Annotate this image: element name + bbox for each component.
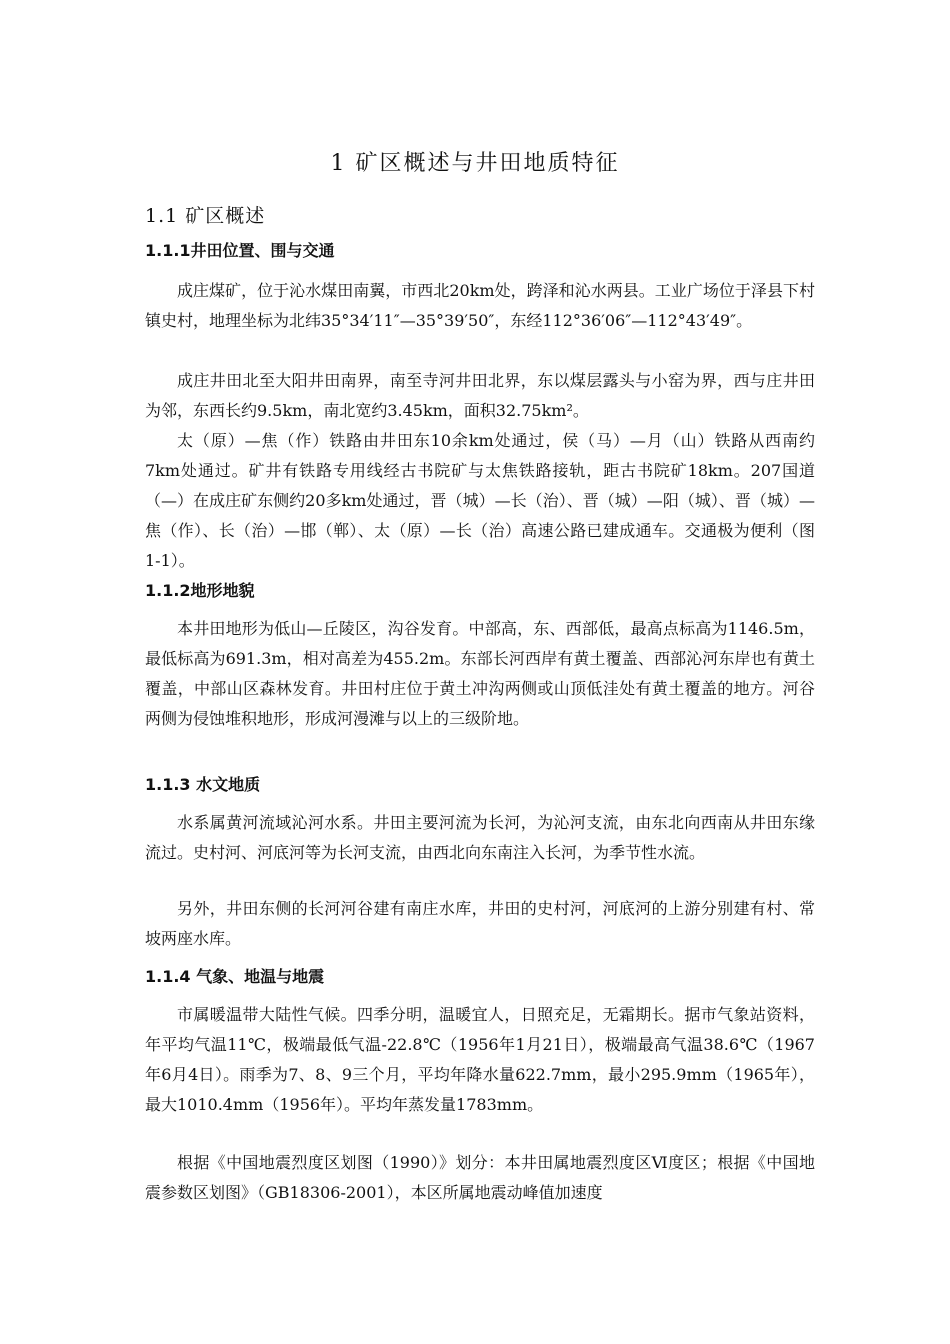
paragraph: 市属暖温带大陆性气候。四季分明，温暖宜人，日照充足，无霜期长。据市气象站资料，年平均气温11℃，极端最低气温-22.8℃（1956年1月21日），极端最高气温38.6℃（1967年6月4日）。雨季为7、8、9三个月，平均年降水量622.7mm，最小295.9mm（1965年），最大1010.4mm（1956年）。平均年蒸发量1783mm。 (145, 1005, 815, 1114)
chapter-title: 1 矿区概述与井田地质特征 (330, 151, 620, 176)
paragraph: 本井田地形为低山—丘陵区，沟谷发育。中部高，东、西部低，最高点标高为1146.5m，最低标高为691.3m，相对高差为455.2m。东部长河西岸有黄土覆盖、西部沁河东岸也有黄土覆盖，中部山区森林发育。井田村庄位于黄土冲沟两侧或山顶低洼处有黄土覆盖的地方。河谷两侧为侵蚀堆积地形，形成河漫滩与以上的三级阶地。 (145, 619, 815, 728)
paragraph: 根据《中国地震烈度区划图（1990）》划分：本井田属地震烈度区Ⅵ度区；根据《中国地震参数区划图》（GB18306-2001），本区所属地震动峰值加速度 (145, 1153, 815, 1202)
paragraph: 成庄井田北至大阳井田南界，南至寺河井田北界，东以煤层露头与小窑为界，西与庄井田为邻，东西长约9.5km，南北宽约3.45km，面积32.75km²。 (145, 371, 815, 420)
paragraph: 成庄煤矿，位于沁水煤田南翼，市西北20km处，跨泽和沁水两县。工业广场位于泽县下村镇史村，地理坐标为北纬35°34′11″—35°39′50″，东经112°36′06″—112°43′49″。 (145, 281, 815, 330)
section-title: 1.1 矿区概述 (145, 205, 266, 227)
subsection-heading-1-1-3: 1.1.3 水文地质 (145, 775, 261, 794)
subsection-heading-1-1-2: 1.1.2地形地貌 (145, 581, 255, 600)
paragraph: 另外，井田东侧的长河河谷建有南庄水库，井田的史村河，河底河的上游分别建有村、常坡两座水库。 (145, 899, 815, 948)
subsection-heading-1-1-1: 1.1.1井田位置、围与交通 (145, 241, 335, 260)
subsection-heading-1-1-4: 1.1.4 气象、地温与地震 (145, 967, 325, 986)
paragraph: 水系属黄河流域沁河水系。井田主要河流为长河，为沁河支流，由东北向西南从井田东缘流过。史村河、河底河等为长河支流，由西北向东南注入长河，为季节性水流。 (145, 813, 815, 862)
paragraph: 太（原）—焦（作）铁路由井田东10余km处通过，侯（马）—月（山）铁路从西南约7km处通过。矿井有铁路专用线经古书院矿与太焦铁路接轨，距古书院矿18km。207国道（—）在成庄矿东侧约20多km处通过，晋（城）—长（治）、晋（城）—阳（城）、晋（城）—焦（作）、长（治）—邯（郸）、太（原）—长（治）高速公路已建成通车。交通极为便利（图1-1）。 (145, 431, 815, 570)
